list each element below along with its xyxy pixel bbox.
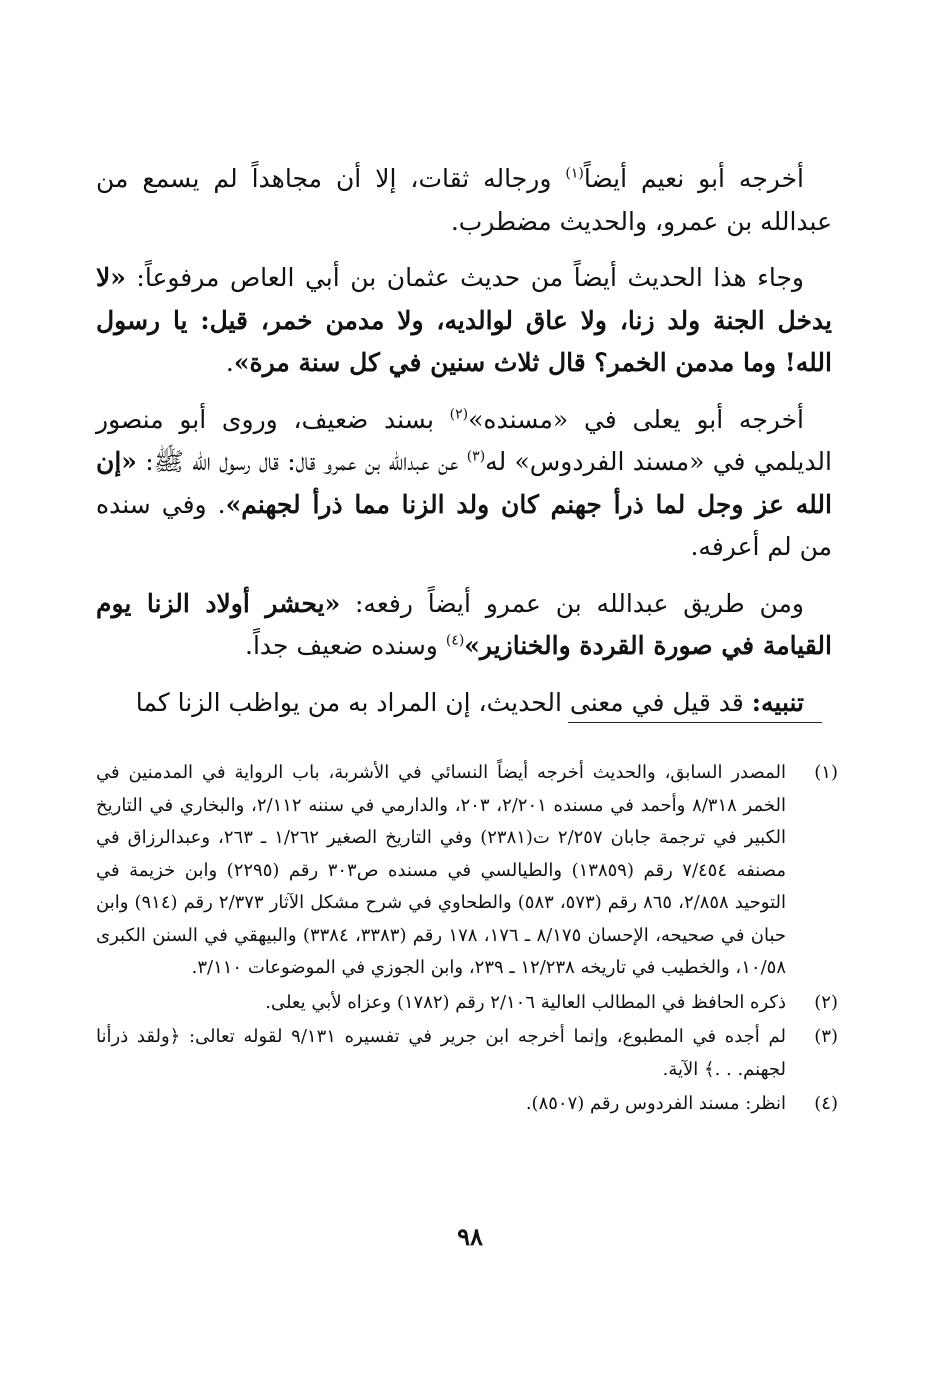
footnote-text: لم أجده في المطبوع، وإنما أخرجه ابن جرير في تفسيره ٩/١٣١ لقوله تعالى: ﴿ولقد ذرأنا لجهنم. . .﴾ الآية. [96,1026,786,1080]
footnote-1 [96,757,838,985]
paragraph-text: . وفي سنده من لم أعرفه. [96,489,832,561]
paragraph-text: عن عبدالله بن عمرو قال: قال رسول الله ﷺ: [136,447,467,476]
footnote-2 [96,987,838,1020]
body-paragraph-2 [96,257,832,385]
paragraph-text: أخرجه أبو يعلى في «مسنده» [468,404,804,434]
footnote-number: (١) [814,762,838,783]
paragraph-text: ومن طريق عبدالله بن عمرو أيضاً رفعه: [340,588,804,618]
footnote-text: انظر: مسند الفردوس رقم (٨٥٠٧). [525,1093,786,1114]
note-label: تنبيه: [751,687,804,717]
paragraph-text: وجاء هذا الحديث أيضاً من حديث عثمان بن أبي العاص مرفوعاً: [125,263,804,292]
footnote-3 [96,1021,838,1086]
footnote-ref-2[interactable]: (٢) [449,406,469,423]
body-paragraph-5 [96,682,832,725]
body-paragraph-4 [96,583,832,668]
footnote-divider [568,722,822,723]
paragraph-text: ورجاله ثقات، إلا أن مجاهداً لم يسمع من عبدالله بن عمرو، والحديث مضطرب. [96,164,832,236]
body-paragraph-1 [96,158,832,243]
paragraph-text: بسند ضعيف، وروى أبو منصور الديلمي في «مسند الفردوس» له [96,404,832,476]
paragraph-text: قد قيل في معنى الحديث، إن المراد به من يواظب الزنا كما [135,687,752,717]
hadith-quote: «لا يدخل الجنة ولد زنا، ولا عاق لوالديه، ولا مدمن خمر، قيل: يا رسول الله! وما مدمن الخمر؟ قال ثلاث سنين في كل سنة مرة» [96,263,832,377]
footnotes-section [96,757,838,1123]
footnote-4 [96,1088,838,1121]
footnote-number: (٣) [814,1026,838,1047]
hadith-quote: «إن الله عز وجل لما ذرأ جهنم كان ولد الزنا مما ذرأ لجهنم» [96,447,832,519]
footnote-ref-4[interactable]: (٤) [445,632,465,649]
paragraph-text: وسنده ضعيف جداً. [245,631,446,660]
paragraph-text: . [225,348,234,377]
main-text-body [96,158,832,738]
footnote-text: المصدر السابق، والحديث أخرجه أيضاً النسائي في الأشربة، باب الرواية في المدمنين في الخمر ٨/٣١٨ وأحمد في مسنده ٢/٢٠١، ٢٠٣، والدارمي في سننه ٢/١١٢، والبخاري في التاريخ الكبير في ترجمة جابان ٢/٢٥٧ ت(٢٣٨١) وفي التاريخ الصغير ١/٢٦٢ ـ ٢٦٣، وعبدالرزاق في مصنفه ٧/٤٥٤ رقم (١٣٨٥٩) والطيالسي في مسنده ص٣٠٣ رقم (٢٢٩٥) وابن خزيمة في التوحيد ٢/٨٥٨، ٨٦٥ رقم (٥٧٣، ٥٨٣) والطحاوي في شرح مشكل الآثار ٢/٣٧٣ رقم (٩١٤) وابن حبان في صحيحه، الإحسان ٨/١٧٥ ـ ١٧٦، ١٧٨ رقم (٣٣٨٣، ٣٣٨٤) والبيهقي في السنن الكبرى ١٠/٥٨، والخطيب في تاريخه ١٢/٢٣٨ ـ ٢٣٩، وابن الجوزي في الموضوعات ٣/١١٠. [96,762,787,978]
footnote-ref-3[interactable]: (٣) [466,448,486,465]
page-number: ٩٨ [457,1222,483,1251]
footnote-number: (٢) [814,991,838,1013]
footnote-number: (٤) [814,1093,838,1114]
footnote-text: ذكره الحافظ في المطالب العالية ٢/١٠٦ رقم (١٧٨٢) وعزاه لأبي يعلى. [265,991,786,1013]
body-paragraph-3 [96,399,832,569]
footnote-ref-1[interactable]: (١) [565,165,584,182]
paragraph-text: أخرجه أبو نعيم أيضاً [583,164,804,193]
hadith-quote: «يحشر أولاد الزنا يوم القيامة في صورة القردة والخنازير» [96,588,832,660]
